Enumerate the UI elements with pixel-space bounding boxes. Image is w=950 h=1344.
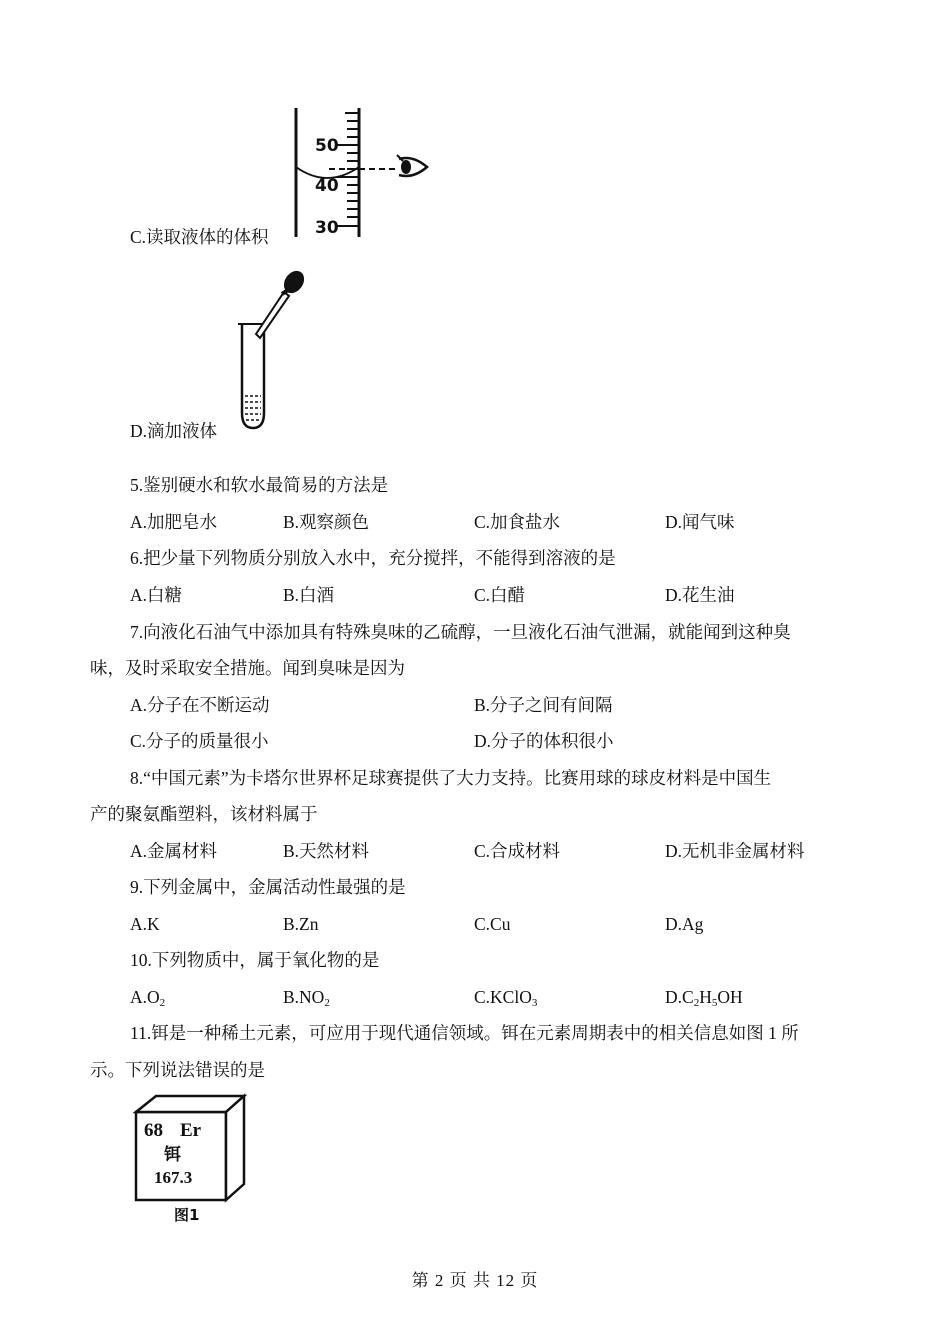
q5-option-b: B.观察颜色 bbox=[283, 512, 370, 532]
q10-option-b: $B.NO_2$ bbox=[283, 987, 330, 1009]
q5-option-a: A.加肥皂水 bbox=[130, 512, 218, 532]
element-atomic-number: 68 bbox=[144, 1120, 163, 1141]
figure-caption: 图1 bbox=[174, 1206, 200, 1224]
q9-option-a: A.K bbox=[130, 914, 160, 934]
q6-option-d: D.花生油 bbox=[665, 585, 735, 605]
question-9-stem: 9.下列金属中，金属活动性最强的是 bbox=[130, 877, 406, 897]
q9-option-b: B.Zn bbox=[283, 914, 319, 934]
dropper-test-tube-figure bbox=[236, 268, 316, 433]
q8-option-a: A.金属材料 bbox=[130, 841, 218, 861]
element-atomic-mass: 167.3 bbox=[154, 1168, 193, 1187]
q9-option-c: C.Cu bbox=[474, 914, 511, 934]
q6-option-c: C.白醋 bbox=[474, 585, 526, 605]
q7-option-b: B.分子之间有间隔 bbox=[474, 695, 613, 715]
element-name: 铒 bbox=[164, 1145, 181, 1165]
q5-option-c: C.加食盐水 bbox=[474, 512, 561, 532]
question-7-stem-line-1: 7.向液化石油气中添加具有特殊臭味的乙硫醇，一旦液化石油气泄漏，就能闻到这种臭 bbox=[130, 622, 791, 642]
element-symbol: Er bbox=[180, 1120, 202, 1141]
question-5-stem: 5.鉴别硬水和软水最简易的方法是 bbox=[130, 475, 389, 495]
tick-label-40: 40 bbox=[315, 176, 339, 196]
question-6-stem: 6.把少量下列物质分别放入水中，充分搅拌，不能得到溶液的是 bbox=[130, 548, 616, 568]
q8-option-b: B.天然材料 bbox=[283, 841, 370, 861]
element-erbium-figure bbox=[130, 1092, 255, 1232]
option-d-label: D.滴加液体 bbox=[130, 421, 218, 441]
q9-option-d: D.Ag bbox=[665, 914, 704, 934]
q7-option-d: D.分子的体积很小 bbox=[474, 731, 614, 751]
option-c-label: C.读取液体的体积 bbox=[130, 227, 269, 247]
q10-option-c: C.KClO$_3$ bbox=[474, 987, 538, 1009]
q5-option-d: D.闻气味 bbox=[665, 512, 735, 532]
question-10-stem: 10.下列物质中，属于氧化物的是 bbox=[130, 950, 380, 970]
tick-label-30: 30 bbox=[315, 218, 339, 238]
tick-label-50: 50 bbox=[315, 136, 339, 156]
q8-option-c: C.合成材料 bbox=[474, 841, 561, 861]
q7-option-a: A.分子在不断运动 bbox=[130, 695, 270, 715]
question-8-stem-line-1: 8.“中国元素”为卡塔尔世界杯足球赛提供了大力支持。比赛用球的球皮材料是中国生 bbox=[130, 768, 772, 788]
q10-option-d: $D.C_2H_5OH$ bbox=[665, 987, 743, 1009]
question-11-stem-line-1: 11.铒是一种稀土元素，可应用于现代通信领域。铒在元素周期表中的相关信息如图 1 所 bbox=[130, 1023, 799, 1043]
q10-option-a: $A.O_2$ bbox=[130, 987, 166, 1009]
q6-option-b: B.白酒 bbox=[283, 585, 335, 605]
page-footer: 第 2 页 共 12 页 bbox=[411, 1271, 539, 1290]
question-11-stem-line-2: 示。下列说法错误的是 bbox=[90, 1060, 265, 1080]
question-7-stem-line-2: 味，及时采取安全措施。闻到臭味是因为 bbox=[90, 658, 405, 678]
question-8-stem-line-2: 产的聚氨酯塑料，该材料属于 bbox=[90, 804, 318, 824]
graduated-cylinder-figure bbox=[285, 105, 435, 240]
q8-option-d: D.无机非金属材料 bbox=[665, 841, 805, 861]
q7-option-c: C.分子的质量很小 bbox=[130, 731, 269, 751]
eye-icon bbox=[397, 155, 427, 176]
q6-option-a: A.白糖 bbox=[130, 585, 183, 605]
